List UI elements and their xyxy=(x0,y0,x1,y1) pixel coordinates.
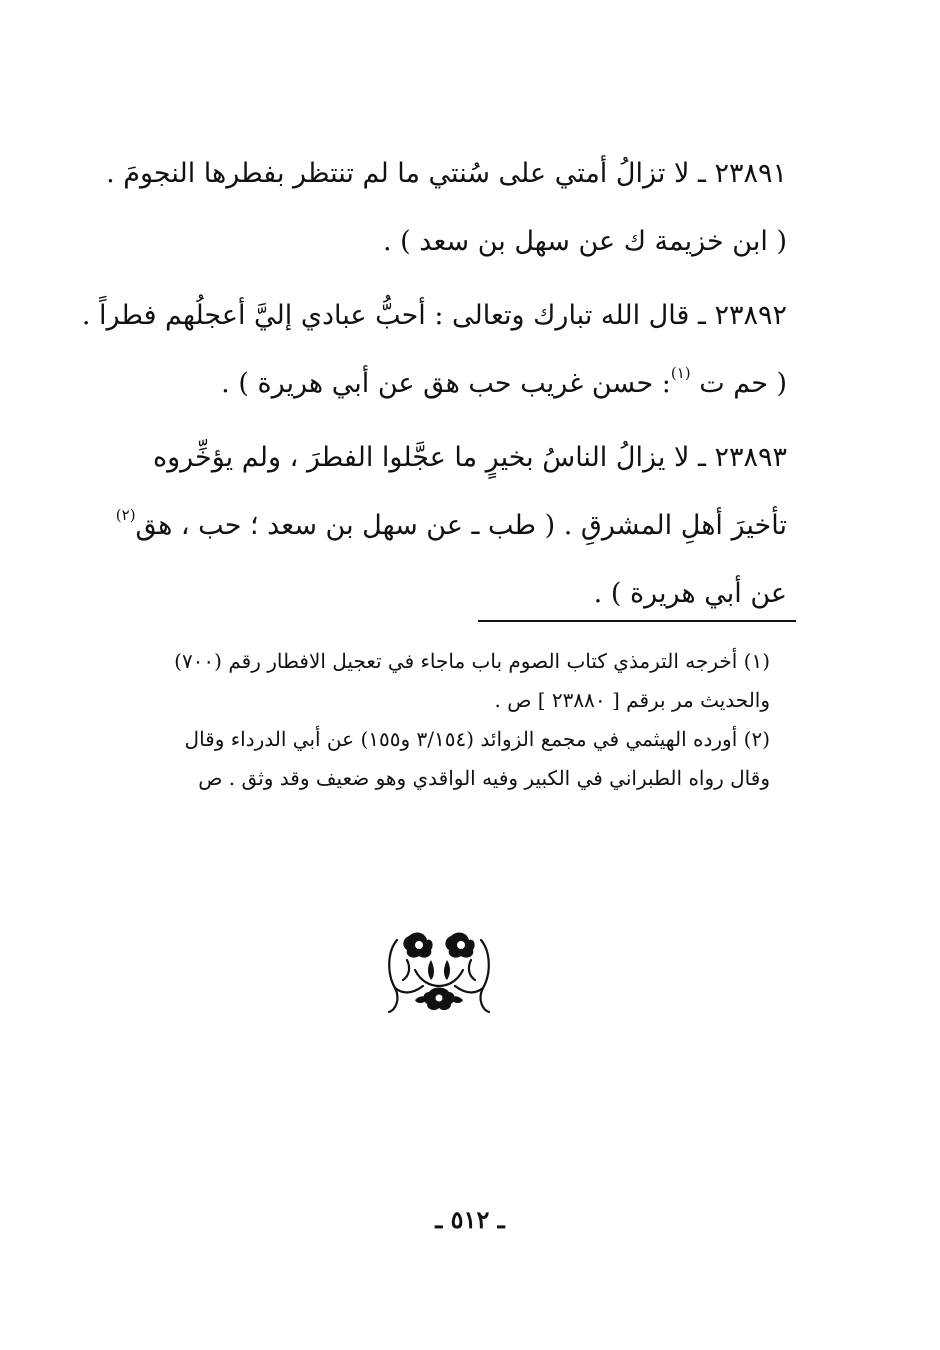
hadith-source xyxy=(82,350,787,418)
footnote-line: (٢) أورده الهيثمي في مجمع الزوائد (٣/١٥٤ و١٥٥) عن أبي الدرداء وقال xyxy=(184,727,770,751)
footnote-ref-1: (١) xyxy=(670,364,691,382)
hadith-line-text: تأخيرَ أهلِ المشرقِ . ( طب ـ عن سهل بن سعد ؛ حب ، هق xyxy=(135,510,787,541)
hadith-23891 xyxy=(82,140,787,276)
hadith-source: ( ابن خزيمة ك عن سهل بن سعد ) . xyxy=(383,226,787,257)
hadith-line: ٢٣٨٩١ ـ لا تزالُ أمتي على سُنتي ما لم تنتظر بفطرها النجومَ . xyxy=(106,158,787,189)
footnote-line: (١) أخرجه الترمذي كتاب الصوم باب ماجاء في تعجيل الافطار رقم (٧٠٠) xyxy=(174,649,770,673)
hadith-text-block xyxy=(82,140,787,634)
footnote-2 xyxy=(90,720,770,798)
source-prefix: ( حم ت xyxy=(699,368,787,399)
footnote-ref-2: (٢) xyxy=(115,506,136,524)
hadith-23893 xyxy=(82,424,787,628)
floral-ornament-icon xyxy=(385,930,493,1018)
footnote-line: وقال رواه الطبراني في الكبير وفيه الواقدي وهو ضعيف وقد وثق . ص xyxy=(198,766,770,790)
hadith-line xyxy=(82,492,787,560)
footnotes-block xyxy=(90,642,770,798)
source-rest: : حسن غريب حب هق عن أبي هريرة ) . xyxy=(221,368,671,399)
hadith-23892 xyxy=(82,282,787,418)
page-number: ـ ٥١٢ ـ xyxy=(435,1205,505,1234)
footnote-line: والحديث مر برقم [ ٢٣٨٨٠ ] ص . xyxy=(494,688,770,712)
hadith-line: ٢٣٨٩٣ ـ لا يزالُ الناسُ بخيرٍ ما عجَّلوا الفطرَ ، ولم يؤخِّروه xyxy=(152,442,787,473)
footnote-1 xyxy=(90,642,770,720)
footnote-separator xyxy=(478,620,796,622)
hadith-source: عن أبي هريرة ) . xyxy=(593,578,787,609)
hadith-line: ٢٣٨٩٢ ـ قال الله تبارك وتعالى : أحبُّ عبادي إليَّ أعجلُهم فطراً . xyxy=(81,300,787,331)
